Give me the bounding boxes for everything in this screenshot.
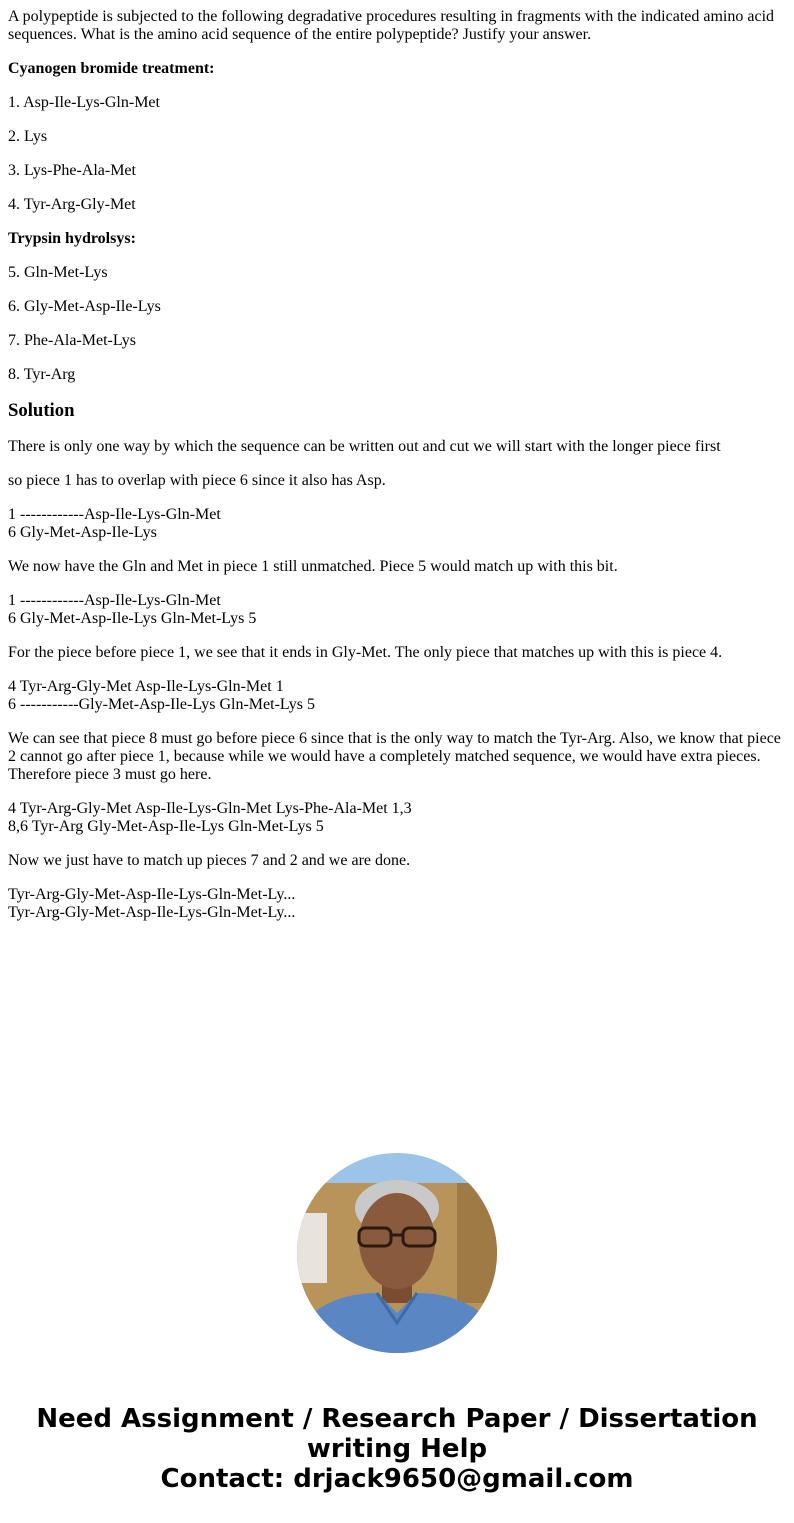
alignment-line: 4 Tyr-Arg-Gly-Met Asp-Ile-Lys-Gln-Met Lys-Phe-Ala-Met 1,3 (8, 800, 412, 817)
alignment-line: 1 ------------Asp-Ile-Lys-Gln-Met (8, 506, 221, 523)
solution-paragraph: There is only one way by which the sequence can be written out and cut we will start with the longer piece first (8, 438, 721, 455)
trypsin-fragment: 6. Gly-Met-Asp-Ile-Lys (8, 298, 161, 315)
cnbr-fragment: 4. Tyr-Arg-Gly-Met (8, 196, 136, 213)
alignment-line: 4 Tyr-Arg-Gly-Met Asp-Ile-Lys-Gln-Met 1 (8, 678, 284, 695)
question-intro: A polypeptide is subjected to the following degradative procedures resulting in fragments with the indicated amino acid sequences. What is the amino acid sequence of the entire polypeptide? Justify your answer. (8, 8, 775, 43)
trypsin-fragment: 7. Phe-Ala-Met-Lys (8, 332, 136, 349)
solution-paragraph: so piece 1 has to overlap with piece 6 since it also has Asp. (8, 472, 386, 489)
document-body (8, 8, 786, 938)
solution-paragraph: We can see that piece 8 must go before piece 6 since that is the only way to match the Tyr-Arg. Also, we know that piece 2 cannot go after piece 1, because while we would have a completely matched sequence, we would have extra pieces. Therefore piece 3 must go here. (8, 730, 781, 783)
cnbr-fragment: 2. Lys (8, 128, 48, 145)
solution-paragraph: For the piece before piece 1, we see that it ends in Gly-Met. The only piece that matches up with this is piece 4. (8, 644, 723, 661)
alignment-block (8, 592, 786, 628)
alignment-line: 6 Gly-Met-Asp-Ile-Lys (8, 524, 157, 541)
footer-line: Need Assignment / Research Paper / Dissertation (36, 1404, 758, 1434)
trypsin-fragment: 5. Gln-Met-Lys (8, 264, 108, 281)
solution-paragraph: We now have the Gln and Met in piece 1 still unmatched. Piece 5 would match up with this bit. (8, 558, 618, 575)
cnbr-heading: Cyanogen bromide treatment: (8, 60, 215, 77)
alignment-block (8, 800, 786, 836)
avatar-door (457, 1183, 497, 1303)
avatar-face (359, 1193, 435, 1289)
solution-paragraph: Now we just have to match up pieces 7 and 2 and we are done. (8, 852, 411, 869)
alignment-line: 8,6 Tyr-Arg Gly-Met-Asp-Ile-Lys Gln-Met-Lys 5 (8, 818, 324, 835)
alignment-line: 6 -----------Gly-Met-Asp-Ile-Lys Gln-Met-Lys 5 (8, 696, 316, 713)
contact-footer (0, 1404, 794, 1494)
alignment-block (8, 678, 786, 714)
alignment-block (8, 886, 786, 922)
cnbr-fragment: 3. Lys-Phe-Ala-Met (8, 162, 136, 179)
trypsin-fragment: 8. Tyr-Arg (8, 366, 76, 383)
alignment-line: 1 ------------Asp-Ile-Lys-Gln-Met (8, 592, 221, 609)
alignment-line: Tyr-Arg-Gly-Met-Asp-Ile-Lys-Gln-Met-Ly... (8, 886, 296, 903)
cnbr-fragment: 1. Asp-Ile-Lys-Gln-Met (8, 94, 160, 111)
alignment-block (8, 506, 786, 542)
alignment-line: 6 Gly-Met-Asp-Ile-Lys Gln-Met-Lys 5 (8, 610, 257, 627)
footer-line: writing Help (306, 1434, 488, 1464)
avatar (297, 1153, 497, 1353)
solution-heading: Solution (8, 400, 75, 421)
avatar-portrait (297, 1153, 497, 1353)
footer-contact: Contact: drjack9650@gmail.com (160, 1464, 634, 1494)
avatar-switchboard (297, 1213, 327, 1283)
trypsin-heading: Trypsin hydrolsys: (8, 230, 136, 247)
alignment-line: Tyr-Arg-Gly-Met-Asp-Ile-Lys-Gln-Met-Ly... (8, 904, 296, 921)
